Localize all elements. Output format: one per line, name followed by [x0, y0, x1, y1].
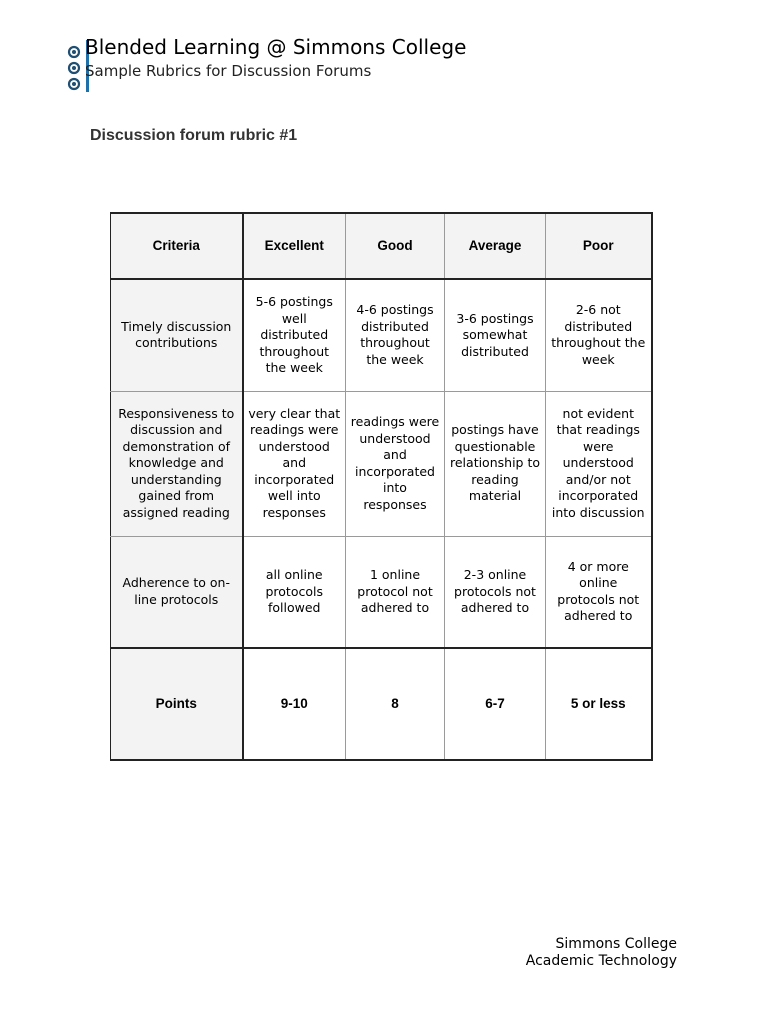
column-header-poor: Poor	[546, 213, 652, 279]
rubric-table	[110, 212, 653, 761]
column-header-average: Average	[445, 213, 546, 279]
footer-department: Academic Technology	[525, 953, 677, 969]
excellent-cell: all online protocols followed	[243, 536, 346, 648]
criterion-cell: Adherence to on-line protocols	[111, 536, 243, 648]
document-subtitle: Sample Rubrics for Discussion Forums	[85, 62, 372, 80]
points-poor: 5 or less	[546, 648, 652, 760]
excellent-cell: 5-6 postings well distributed throughout the week	[243, 279, 346, 391]
average-cell: 2-3 online protocols not adhered to	[445, 536, 546, 648]
average-cell: postings have questionable relationship to reading material	[445, 391, 546, 536]
good-cell: 1 online protocol not adhered to	[346, 536, 445, 648]
criterion-cell: Responsiveness to discussion and demonstration of knowledge and understanding gained from assigned reading	[111, 391, 243, 536]
points-excellent: 9-10	[243, 648, 346, 760]
good-cell: 4-6 postings distributed throughout the week	[346, 279, 445, 391]
table-row	[111, 536, 652, 648]
criterion-cell: Timely discussion contributions	[111, 279, 243, 391]
footer	[526, 936, 677, 970]
good-cell: readings were understood and incorporated into responses	[346, 391, 445, 536]
section-heading: Discussion forum rubric #1	[90, 127, 298, 144]
points-row	[111, 648, 652, 760]
poor-cell: 2-6 not distributed throughout the week	[546, 279, 652, 391]
three-circles-bullet-icon	[66, 44, 82, 92]
average-cell: 3-6 postings somewhat distributed	[445, 279, 546, 391]
excellent-cell: very clear that readings were understood and incorporated well into responses	[243, 391, 346, 536]
column-header-criteria: Criteria	[111, 213, 243, 279]
table-row	[111, 279, 652, 391]
poor-cell: 4 or more online protocols not adhered to	[546, 536, 652, 648]
points-average: 6-7	[445, 648, 546, 760]
column-header-good: Good	[346, 213, 445, 279]
poor-cell: not evident that readings were understood and/or not incorporated into discussion	[546, 391, 652, 536]
points-good: 8	[346, 648, 445, 760]
points-label: Points	[111, 648, 243, 760]
footer-organization: Simmons College	[555, 936, 677, 952]
column-header-excellent: Excellent	[243, 213, 346, 279]
document-title: Blended Learning @ Simmons College	[85, 35, 467, 59]
table-header-row	[111, 213, 652, 279]
table-row	[111, 391, 652, 536]
